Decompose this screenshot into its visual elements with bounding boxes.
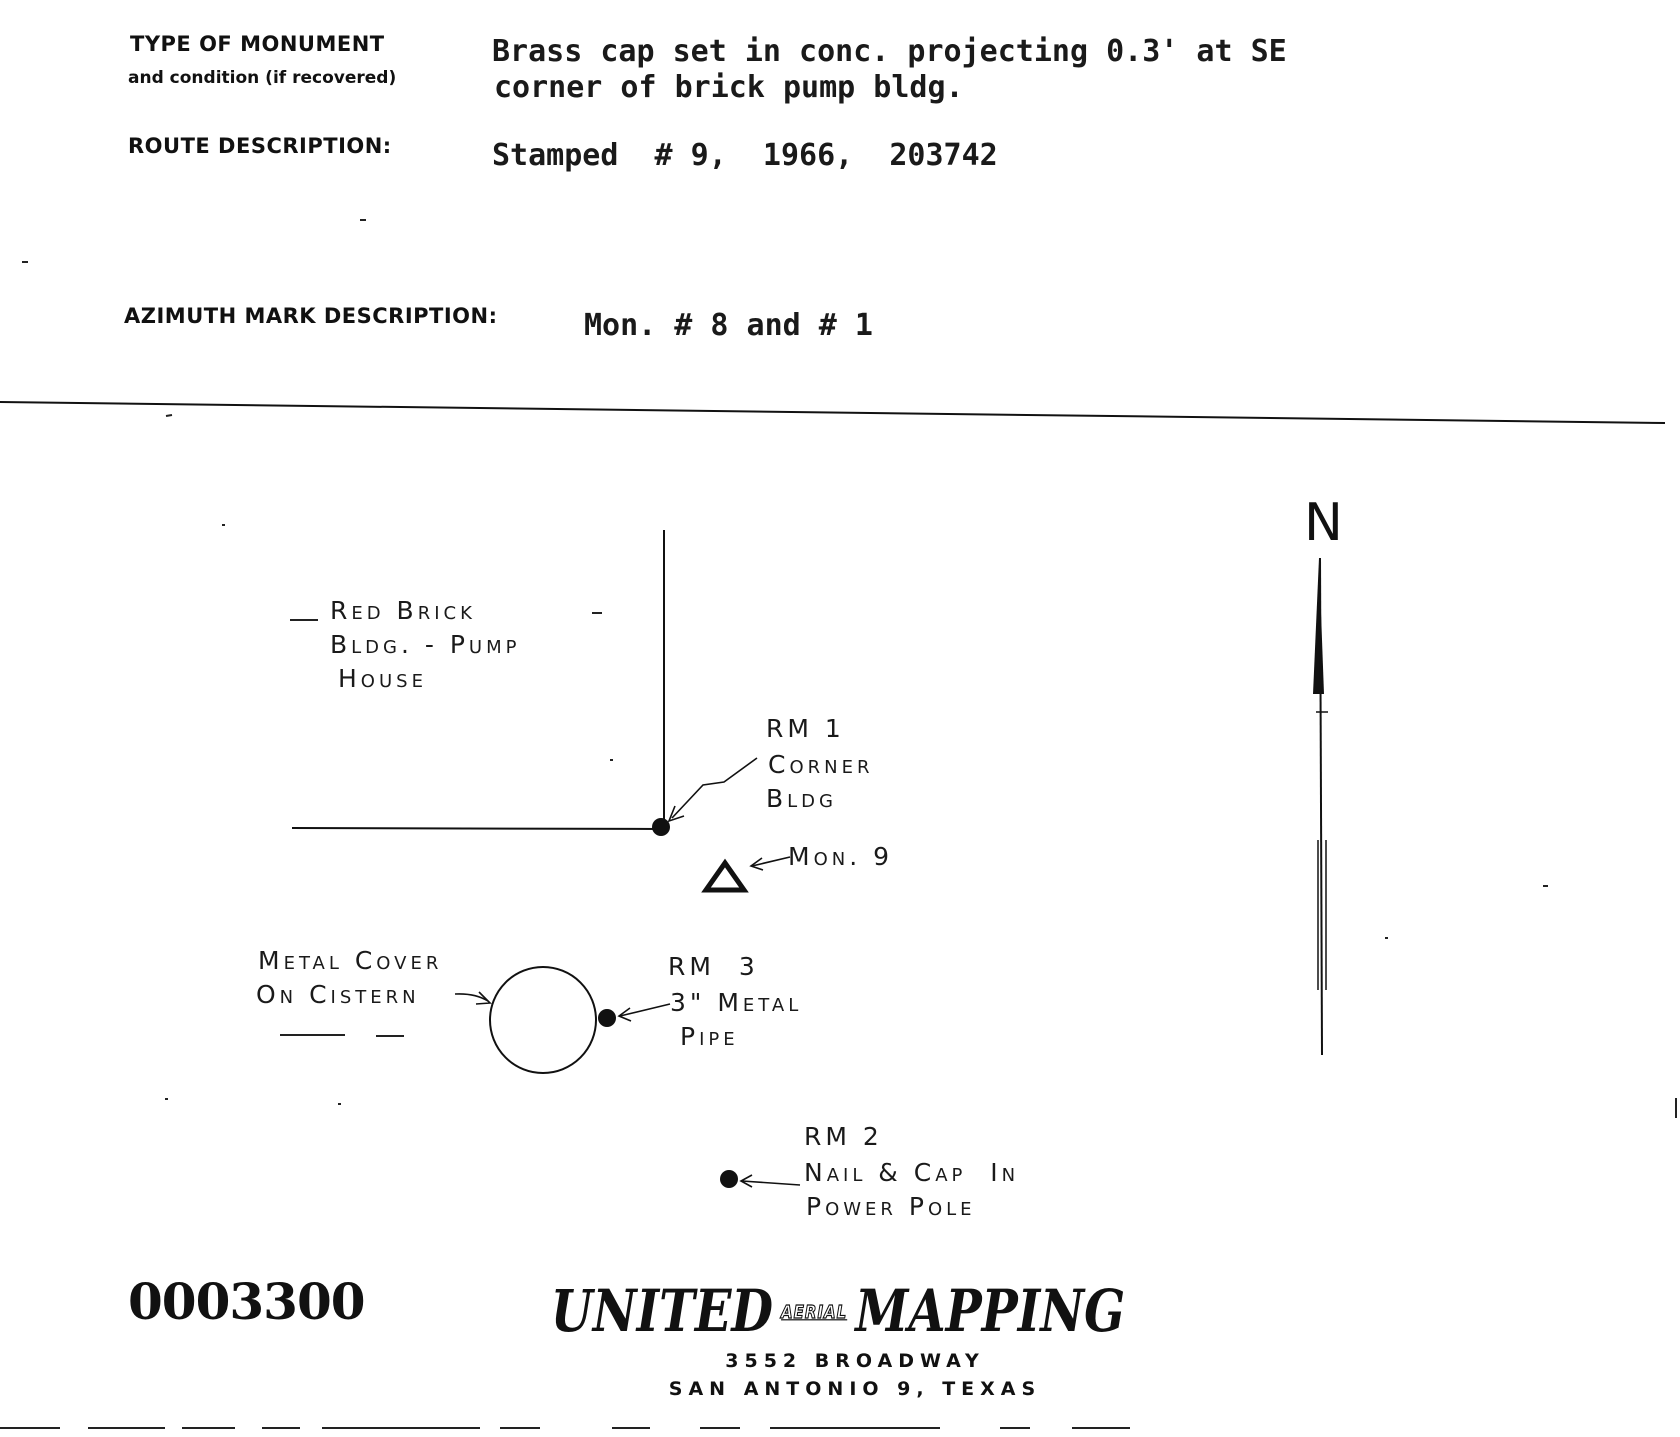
rm2-leader bbox=[742, 1181, 800, 1185]
azimuth-mark-label: AZIMUTH MARK DESCRIPTION: bbox=[124, 304, 498, 328]
cistern-label-line1: Metal Cover bbox=[258, 946, 443, 975]
rm1-label-line2: Corner bbox=[768, 750, 874, 779]
building-label-line2: Bldg. - Pump bbox=[330, 630, 521, 659]
building-south-wall bbox=[292, 828, 660, 829]
rm2-marker bbox=[720, 1170, 738, 1188]
rm3-marker bbox=[598, 1009, 616, 1027]
azimuth-mark-value: Mon. # 8 and # 1 bbox=[584, 308, 873, 343]
scan-speckles bbox=[0, 220, 1676, 1428]
rm2-label-line2: Nail & Cap In bbox=[804, 1158, 1020, 1187]
cistern-label-line2: On Cistern bbox=[256, 980, 420, 1009]
mon9-triangle-icon bbox=[706, 863, 744, 890]
company-name bbox=[550, 1278, 1126, 1346]
route-description-value: Stamped # 9, 1966, 203742 bbox=[492, 138, 998, 173]
rm1-label-line3: Bldg bbox=[766, 784, 837, 813]
company-address-line2: SAN ANTONIO 9, TEXAS bbox=[668, 1378, 1042, 1400]
monument-description-line1: Brass cap set in conc. projecting 0.3' at SE bbox=[492, 34, 1287, 69]
north-arrow-icon bbox=[1313, 558, 1328, 1055]
rm1-leader bbox=[672, 758, 757, 818]
company-address-line1: 3552 BROADWAY bbox=[725, 1350, 985, 1372]
cistern-circle bbox=[490, 967, 596, 1073]
company-name-left: UNITED bbox=[550, 1278, 774, 1346]
north-label: N bbox=[1304, 493, 1343, 553]
rm3-label-line1: RM 3 bbox=[668, 952, 759, 981]
rm3-label-line2: 3" Metal bbox=[670, 988, 803, 1017]
rm2-label-line3: Power Pole bbox=[806, 1192, 976, 1221]
mon9-label: Mon. 9 bbox=[788, 842, 894, 871]
section-divider bbox=[0, 402, 1665, 423]
building-label-line1: Red Brick bbox=[330, 596, 476, 625]
rm2-label-line1: RM 2 bbox=[804, 1122, 883, 1151]
monument-condition-sublabel: and condition (if recovered) bbox=[128, 68, 397, 88]
building-label-line3: House bbox=[338, 664, 427, 693]
rm3-label-line3: Pipe bbox=[680, 1022, 739, 1051]
company-name-middle: AERIAL bbox=[781, 1301, 848, 1323]
company-name-right: MAPPING bbox=[855, 1278, 1126, 1346]
rm1-marker bbox=[652, 818, 670, 836]
document-number: 0003300 bbox=[128, 1272, 365, 1331]
rm1-label-line1: RM 1 bbox=[766, 714, 845, 743]
monument-description-line2: corner of brick pump bldg. bbox=[494, 70, 964, 105]
monument-type-label: TYPE OF MONUMENT bbox=[130, 32, 385, 56]
route-description-label: ROUTE DESCRIPTION: bbox=[128, 134, 392, 158]
